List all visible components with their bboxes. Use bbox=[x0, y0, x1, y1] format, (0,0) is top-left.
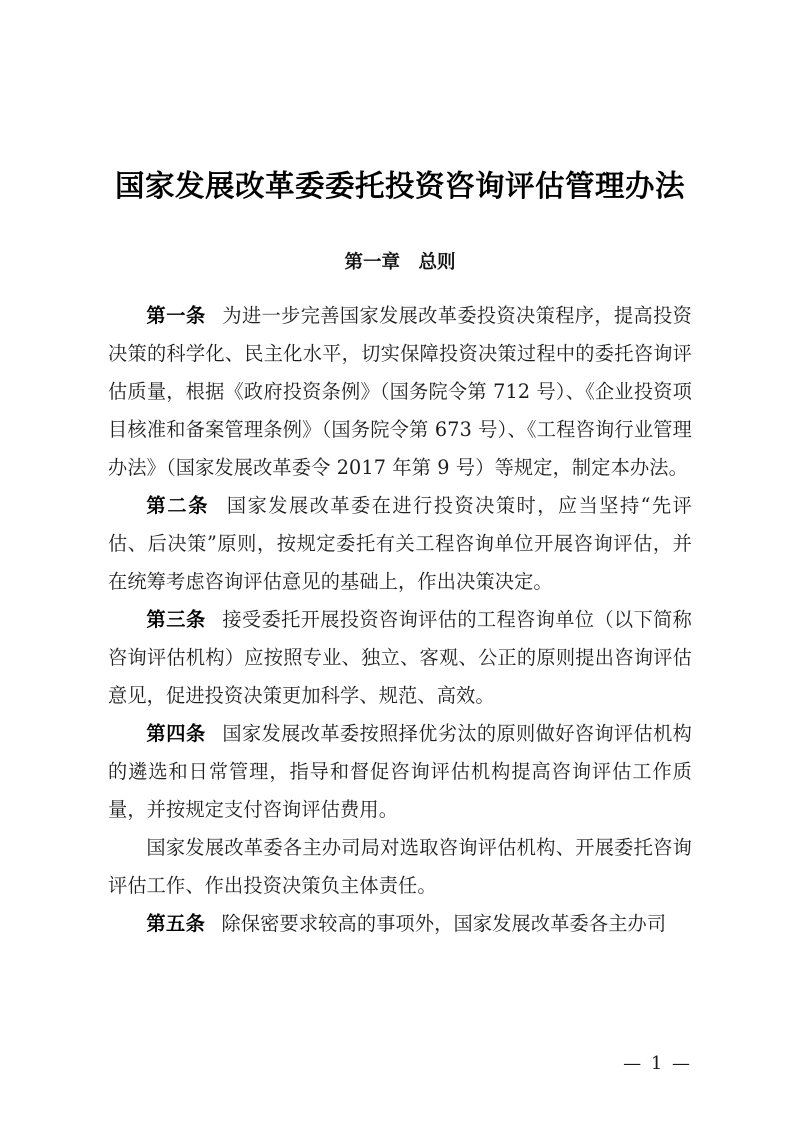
article-label: 第四条 bbox=[146, 721, 206, 745]
article-paragraph bbox=[108, 487, 692, 601]
article-paragraph bbox=[108, 905, 692, 943]
article-list bbox=[108, 275, 692, 943]
article-text: 为进一步完善国家发展改革委投资决策程序，提高投资决策的科学化、民主化水平，切实保障投资决策过程中的委托咨询评估质量，根据《政府投资条例》（国务院令第 712 号）、《企业投资项目核准和备案管理条例》（国务院令第 673 号）、《工程咨询行业管理办法》（国家发展改革委令 2017 年第 9 号）等规定，制定本办法。 bbox=[108, 303, 692, 479]
article-subparagraph bbox=[108, 829, 692, 905]
article-text: 国家发展改革委在进行投资决策时，应当坚持“先评估、后决策”原则，按规定委托有关工程咨询单位开展咨询评估，并在统筹考虑咨询评估意见的基础上，作出决策决定。 bbox=[108, 493, 693, 593]
article-text: 接受委托开展投资咨询评估的工程咨询单位（以下简称咨询评估机构）应按照专业、独立、客观、公正的原则提出咨询评估意见，促进投资决策更加科学、规范、高效。 bbox=[108, 607, 692, 707]
article-text: 国家发展改革委按照择优劣汰的原则做好咨询评估机构的遴选和日常管理，指导和督促咨询评估机构提高咨询评估工作质量，并按规定支付咨询评估费用。 bbox=[108, 721, 692, 821]
article-label: 第二条 bbox=[146, 493, 210, 517]
page-content bbox=[108, 0, 692, 943]
article-text: 国家发展改革委各主办司局对选取咨询评估机构、开展委托咨询评估工作、作出投资决策负主体责任。 bbox=[108, 835, 692, 897]
page-number: — 1 — bbox=[623, 1053, 692, 1074]
article-text: 除保密要求较高的事项外，国家发展改革委各主办司 bbox=[221, 911, 667, 935]
article-label: 第三条 bbox=[146, 607, 206, 631]
chapter-heading: 第一章 总则 bbox=[344, 251, 456, 273]
article-paragraph bbox=[108, 297, 692, 487]
article-label: 第一条 bbox=[146, 303, 206, 327]
page-title: 国家发展改革委委托投资咨询评估管理办法 bbox=[114, 168, 685, 203]
article-paragraph bbox=[108, 715, 692, 829]
article-paragraph bbox=[108, 601, 692, 715]
article-label: 第五条 bbox=[146, 911, 206, 935]
